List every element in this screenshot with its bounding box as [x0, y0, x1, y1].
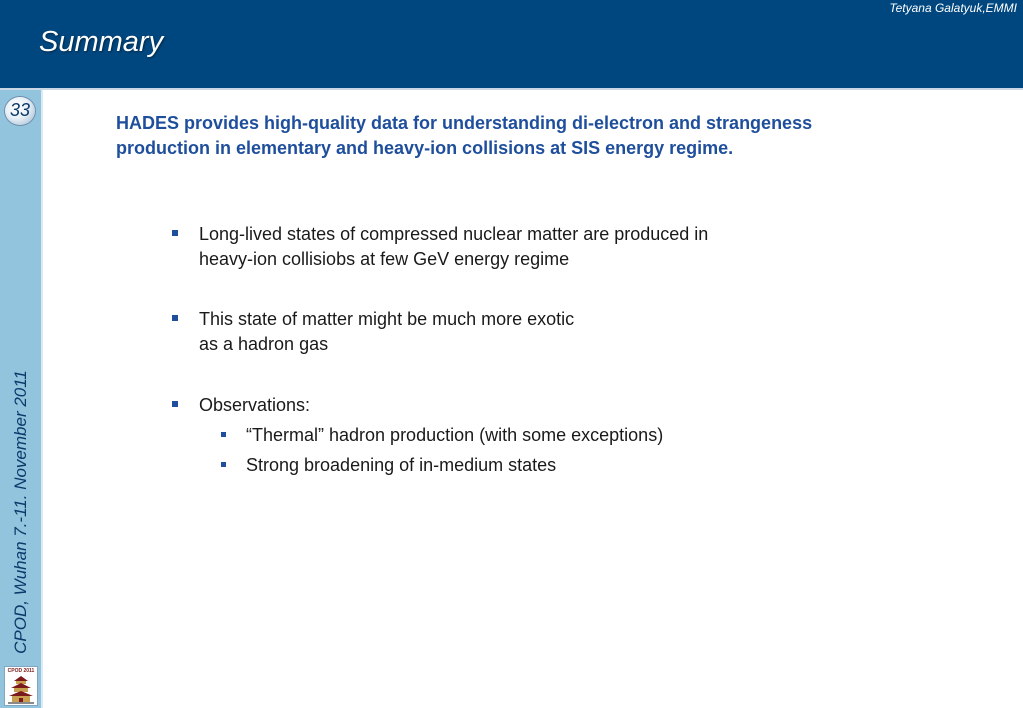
conference-logo [4, 666, 38, 706]
header-bar [0, 0, 1023, 88]
bullet-marker [172, 401, 178, 407]
slide-title: Summary [39, 26, 164, 58]
author-label: Tetyana Galatyuk,EMMI [889, 1, 1017, 15]
sub-bullet-marker [221, 432, 226, 437]
bullet-1-line-1: Long-lived states of compressed nuclear matter are produced in [199, 224, 709, 244]
conference-label: CPOD, Wuhan 7.-11. November 2011 [11, 370, 30, 654]
bullet-2-line-2: as a hadron gas [199, 334, 329, 354]
header-divider [0, 88, 1023, 90]
lead-statement: HADES provides high-quality data for understanding di-electron and strangeness production in elementary and heavy-ion collisions at SIS energy regime. [116, 113, 813, 158]
bullet-1-line-2: heavy-ion collisiobs at few GeV energy regime [199, 249, 570, 269]
logo-label: CPOD 2011 [7, 668, 35, 674]
bullet-3-line-1: Observations: [199, 395, 311, 415]
sub-bullet-1: “Thermal” hadron production (with some exceptions) [246, 425, 664, 445]
bullet-2-line-1: This state of matter might be much more exotic [199, 309, 575, 329]
bullet-marker [172, 315, 178, 321]
sub-bullet-marker [221, 462, 226, 467]
bullet-marker [172, 230, 178, 236]
pagoda-icon [8, 676, 34, 704]
page-number: 33 [9, 100, 31, 120]
sidebar-edge [41, 90, 43, 708]
sub-bullet-2: Strong broadening of in-medium states [246, 455, 557, 475]
